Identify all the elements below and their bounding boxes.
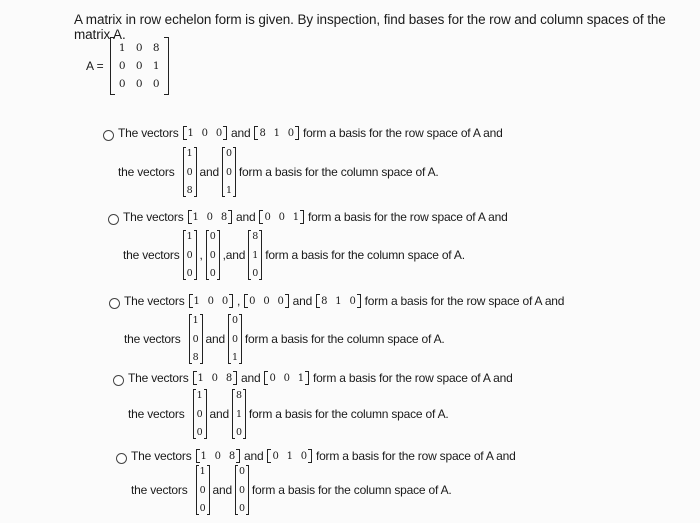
matrix-cell: 0 (135, 78, 143, 90)
radio-option-5[interactable] (116, 453, 127, 464)
option-text: The vectors (123, 210, 184, 224)
row-vector: 1 0 8 (193, 371, 238, 385)
matrix-grid (110, 37, 169, 95)
option-text: The vectors (118, 126, 179, 140)
option-2-col-line: the vectors 1 0 0 , 0 0 0 , and 8 1 0 form a basis for the column space of A. (123, 231, 465, 279)
column-vector: 1 0 0 (196, 465, 210, 515)
column-vector: 0 0 0 (206, 230, 220, 280)
column-vector: 0 0 1 (228, 314, 242, 364)
option-1-col-line (118, 147, 439, 197)
option-3-col-line (124, 314, 445, 364)
option-4-col-line (128, 389, 449, 439)
option-5-col-line (131, 465, 452, 515)
option-text: The vectors (124, 294, 185, 308)
option-4-row-line (128, 371, 513, 385)
row-vector: 1 0 8 (188, 210, 233, 224)
option-text: and (236, 210, 256, 224)
row-vector: 1 0 8 (196, 449, 241, 463)
option-text: form a basis for the row space of A and (364, 294, 565, 308)
row-vector: 0 0 1 (259, 210, 304, 224)
option-text: form a basis for the column space of A. (244, 332, 445, 346)
option-text: and (199, 165, 219, 179)
row-vector: 0 0 0 (244, 294, 289, 308)
matrix-cell: 1 (152, 60, 160, 72)
row-vector: 1 0 0 (183, 126, 228, 140)
column-vector: 1 0 0 (183, 230, 197, 280)
option-text: form a basis for the column space of A. (238, 165, 439, 179)
matrix-cell: 0 (135, 42, 143, 54)
matrix-A (86, 37, 169, 95)
column-vector: 0 0 0 (235, 465, 249, 515)
option-text: and (225, 248, 246, 262)
column-vector: 0 0 1 (222, 147, 236, 197)
option-text: the vectors (131, 483, 188, 497)
column-vector: 8 1 0 (232, 389, 246, 439)
option-text: form a basis for the row space of A and (307, 210, 508, 224)
matrix-cell: 8 (152, 42, 160, 54)
question-text: A matrix in row echelon form is given. By inspection, find bases for the row and column spaces of the matrix A. (74, 12, 666, 42)
option-text: form a basis for the column space of A. (265, 248, 465, 262)
matrix-cell: 0 (118, 60, 126, 72)
radio-option-1[interactable] (103, 130, 114, 141)
option-3-row-line: The vectors 1 0 0 , 0 0 0 and 8 1 0 form a basis for the row space of A and (124, 294, 565, 308)
option-text: the vectors (118, 165, 175, 179)
row-vector: 0 0 1 (264, 371, 309, 385)
row-vector: 0 1 0 (267, 449, 312, 463)
option-text: and (212, 483, 232, 497)
option-2-row-line (123, 210, 508, 224)
row-vector: 8 1 0 (316, 294, 361, 308)
radio-option-2[interactable] (108, 214, 119, 225)
option-text: form a basis for the row space of A and (315, 449, 516, 463)
column-vector: 1 0 0 (193, 389, 207, 439)
option-text: form a basis for the column space of A. (248, 407, 449, 421)
option-text: The vectors (131, 449, 192, 463)
option-text: form a basis for the row space of A and (312, 371, 513, 385)
matrix-cell: 1 (118, 42, 126, 54)
option-5-row-line (131, 449, 516, 463)
option-text: form a basis for the column space of A. (251, 483, 452, 497)
matrix-cell: 0 (135, 60, 143, 72)
row-vector: 1 0 0 (189, 294, 234, 308)
column-vector: 1 0 8 (189, 314, 203, 364)
option-text: and (244, 449, 264, 463)
column-vector: 1 0 8 (183, 147, 197, 197)
radio-option-3[interactable] (109, 298, 120, 309)
option-text: the vectors (128, 407, 185, 421)
column-vector: 8 1 0 (248, 230, 262, 280)
option-text: and (209, 407, 229, 421)
matrix-label: A = (86, 59, 104, 73)
radio-option-4[interactable] (113, 375, 124, 386)
option-text: and (292, 294, 313, 308)
option-text: the vectors (124, 332, 181, 346)
option-text: the vectors (123, 248, 180, 262)
option-text: and (205, 332, 225, 346)
option-1-row-line (118, 126, 503, 140)
option-text: and (231, 126, 251, 140)
matrix-cell: 0 (152, 78, 160, 90)
option-text: form a basis for the row space of A and (302, 126, 503, 140)
option-text: and (241, 371, 261, 385)
matrix-cell: 0 (118, 78, 126, 90)
option-text: The vectors (128, 371, 189, 385)
row-vector: 8 1 0 (254, 126, 299, 140)
